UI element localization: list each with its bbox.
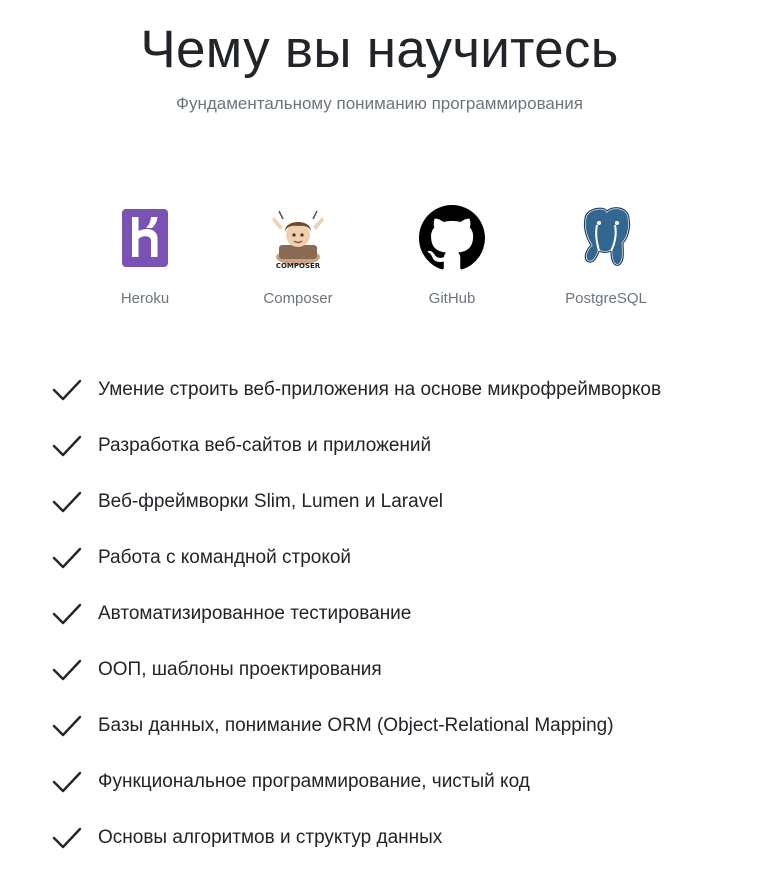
skill-text: Веб-фреймворки Slim, Lumen и Laravel [98,491,443,512]
skill-item [52,698,742,754]
tool-github [377,205,527,310]
checkmark-icon [52,770,82,794]
checkmark-icon [52,826,82,850]
skill-item [52,362,742,418]
checkmark-icon [52,658,82,682]
checkmark-icon [52,434,82,458]
skill-text: ООП, шаблоны проектирования [98,659,382,680]
tool-composer [223,205,373,310]
tool-label: GitHub [428,290,476,307]
skill-item [52,586,742,642]
tool-label: Composer [263,290,333,307]
skill-item [52,418,742,474]
heroku-icon [112,205,178,271]
postgresql-icon [573,205,639,271]
skill-text: Автоматизированное тестирование [98,603,412,624]
skills-list [52,362,742,866]
skill-text: Умение строить веб-приложения на основе микрофреймворков [98,379,662,400]
page-subtitle: Фундаментальному пониманию программирования [176,94,583,113]
skill-item [52,530,742,586]
checkmark-icon [52,490,82,514]
skill-text: Основы алгоритмов и структур данных [98,827,443,848]
tool-label: Heroku [120,290,170,307]
skill-item [52,474,742,530]
tool-postgresql [531,205,681,310]
skill-text: Разработка веб-сайтов и приложений [98,435,432,456]
skill-text: Функциональное программирование, чистый код [98,771,530,792]
tool-heroku [70,205,220,310]
tools-row [80,205,680,315]
composer-icon [265,205,331,271]
skill-item [52,810,742,866]
svg-text:COMPOSER: COMPOSER [275,262,321,270]
skill-item [52,754,742,810]
skill-text: Базы данных, понимание ORM (Object-Relational Mapping) [98,715,614,736]
skill-item [52,642,742,698]
checkmark-icon [52,546,82,570]
checkmark-icon [52,714,82,738]
skill-text: Работа с командной строкой [98,547,352,568]
tool-label: PostgreSQL [565,290,647,307]
github-icon [419,205,485,271]
checkmark-icon [52,602,82,626]
page-title: Чему вы научитесь [140,20,619,79]
checkmark-icon [52,378,82,402]
